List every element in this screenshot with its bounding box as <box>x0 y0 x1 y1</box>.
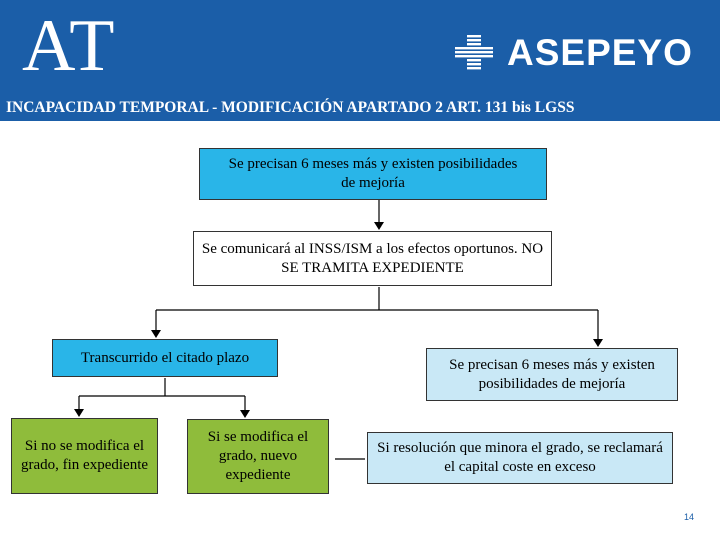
right-branch-box <box>426 348 678 401</box>
outcome-change-text: Si se modifica el grado, nuevo expediente <box>207 429 309 483</box>
outcome-change-box <box>187 419 329 494</box>
outcome-no-change-box <box>11 418 158 494</box>
right-branch-text: Se precisan 6 meses más y existen posibilidades de mejoría <box>449 356 655 392</box>
arrowhead-down <box>593 339 603 347</box>
top-node-box <box>199 148 547 200</box>
left-branch-box <box>52 339 278 377</box>
arrowhead-down <box>374 222 384 230</box>
arrowhead-down <box>240 410 250 418</box>
second-node-text: Se comunicará al INSS/ISM a los efectos oportunos. NO SE TRAMITA EXPEDIENTE <box>201 240 544 276</box>
brand-name: ASEPEYO <box>507 32 693 73</box>
left-branch-text: Transcurrido el citado plazo <box>80 349 250 366</box>
outcome-claim-box <box>367 432 673 484</box>
arrowhead-down <box>74 409 84 417</box>
page-number: 14 <box>684 512 695 522</box>
page-title: INCAPACIDAD TEMPORAL - MODIFICACIÓN APARTADO 2 ART. 131 bis LGSS <box>6 99 575 116</box>
outcome-claim-text: Si resolución que minora el grado, se reclamará el capital coste en exceso <box>377 440 663 475</box>
outcome-no-change-text: Si no se modifica el grado, fin expediente <box>20 438 149 473</box>
second-node-box <box>193 231 552 286</box>
arrowhead-down <box>151 330 161 338</box>
section-label: AT <box>22 5 117 87</box>
top-node-text: Se precisan 6 meses más y existen posibilidades de mejoría <box>228 156 518 191</box>
